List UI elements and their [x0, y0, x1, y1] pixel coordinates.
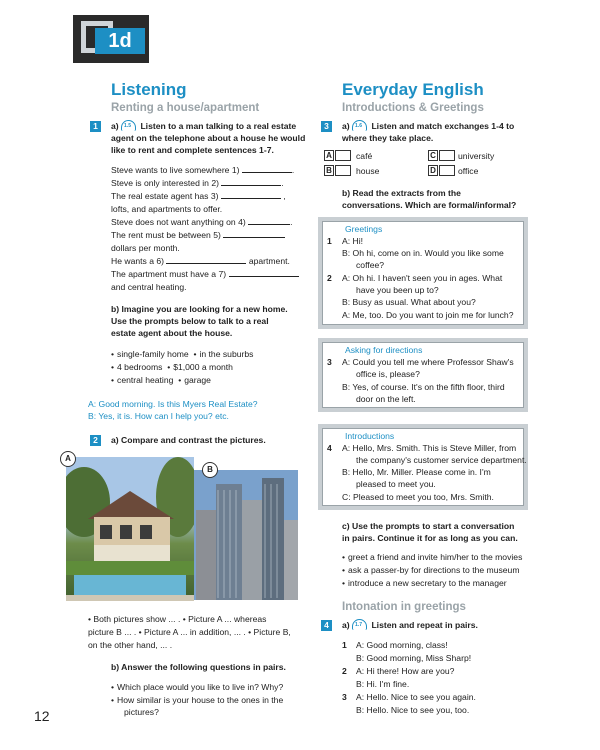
- place-letter-d: D: [428, 165, 438, 176]
- intonation-title: Intonation in greetings: [342, 601, 466, 613]
- introductions-panel: [318, 424, 528, 510]
- ex1-sentence-3b: lofts, and apartments to offer.: [111, 204, 223, 214]
- exercise-1-number: 1: [90, 121, 101, 132]
- picture-a-label: A: [60, 451, 76, 467]
- skyline-illustration: [194, 470, 298, 600]
- greeting-line: A: Me, too. Do you want to join me for lunch?: [342, 310, 514, 320]
- introduction-line: B: Hello, Mr. Miller. Please come in. I'm: [342, 467, 491, 477]
- exercise-4-number: 4: [321, 620, 332, 631]
- unit-label: 1d: [95, 28, 145, 54]
- c-prompt-2: • ask a passer-by for directions to the museum: [342, 564, 520, 576]
- introduction-line: pleased to meet you.: [356, 479, 436, 489]
- ex4-line: B: Hi. I'm fine.: [356, 679, 410, 689]
- place-name-c: university: [458, 151, 495, 161]
- prompt-row-2: • 4 bedrooms • $1,000 a month: [111, 361, 233, 373]
- ex1-sentence-5: The rent must be between 5): [111, 229, 285, 241]
- ex1-instruction-line2: agent on the telephone about a house he would: [111, 133, 306, 143]
- direction-line: A: Could you tell me where Professor Shaw's: [342, 357, 514, 367]
- ex4-line: A: Hi there! How are you?: [356, 666, 455, 676]
- greeting-line: B: Busy as usual. What about you?: [342, 297, 476, 307]
- place-letter-c: C: [428, 150, 438, 161]
- c-prompt-3: • introduce a new secretary to the manager: [342, 577, 507, 589]
- introduction-line: the company's customer service department.: [356, 455, 527, 465]
- greeting-line: A: Hi!: [342, 236, 364, 246]
- introduction-line: C: Pleased to meet you too, Mrs. Smith.: [342, 492, 494, 502]
- picture-b-city-skyline: [194, 465, 298, 600]
- answer-box-a[interactable]: [335, 150, 351, 161]
- ex4-line: B: Hello. Nice to see you, too.: [356, 705, 470, 715]
- ex1-instruction-line1: Listen to a man talking to a real estate: [140, 121, 297, 131]
- ex1-sentence-4: Steve does not want anything on 4) .: [111, 217, 293, 227]
- ex1-b-instruction-3: estate agent about the house.: [111, 328, 233, 338]
- greeting-line: B: Oh hi, come on in. Would you like some: [342, 248, 504, 258]
- directions-panel: [318, 338, 528, 412]
- everyday-english-subtitle: Introductions & Greetings: [342, 102, 484, 114]
- place-letter-a: A: [324, 150, 334, 161]
- ex1-a-label: a): [111, 121, 119, 131]
- ex2-b-instruction: b) Answer the following questions in pairs.: [111, 662, 286, 672]
- ex4-line-num: 3: [342, 692, 347, 702]
- ex1-sentence-7: The apartment must have a 7): [111, 268, 299, 280]
- introduction-line: 4: [327, 443, 332, 453]
- ex1-sentence-2: Steve is only interested in 2) .: [111, 178, 284, 188]
- directions-title: Asking for directions: [345, 345, 423, 355]
- place-name-a: café: [356, 151, 373, 161]
- introductions-title: Introductions: [345, 431, 395, 441]
- ex3-b-instruction-2: conversations. Which are formal/informal?: [342, 200, 517, 210]
- ex1-instruction: [111, 120, 296, 132]
- page-number: 12: [34, 708, 50, 724]
- ex1-instruction-line3: like to rent and complete sentences 1-7.: [111, 145, 274, 155]
- cd-icon: 1.6: [352, 120, 367, 131]
- picture-a-suburban-house: [65, 454, 194, 601]
- greetings-title: Greetings: [345, 224, 383, 234]
- ex4-line-num: 2: [342, 666, 347, 676]
- greeting-line: 2: [327, 273, 332, 283]
- answer-box-b[interactable]: [335, 165, 351, 176]
- direction-line: office is, please?: [356, 369, 420, 379]
- prompt-row-3: • central heating • garage: [111, 374, 211, 386]
- place-letter-b: B: [324, 165, 334, 176]
- ex3-instruction-line2: where they take place.: [342, 133, 434, 143]
- greeting-line: have you been up to?: [356, 285, 439, 295]
- c-prompt-1: • greet a friend and invite him/her to the movies: [342, 551, 522, 563]
- direction-line: B: Yes, of course. It's on the fifth floor, third: [342, 382, 505, 392]
- listening-subtitle: Renting a house/apartment: [111, 102, 260, 114]
- ex1-b-instruction-2: Use the prompts below to talk to a real: [111, 316, 269, 326]
- ex1-b-instruction-1: b) Imagine you are looking for a new home.: [111, 304, 288, 314]
- exercise-2-number: 2: [90, 435, 101, 446]
- compare-prompt-1: • Both pictures show ... . • Picture A ... whereas: [88, 614, 267, 624]
- ex4-a-label: a): [342, 620, 350, 630]
- ex1-sentence-6: He wants a 6) apartment.: [111, 256, 290, 266]
- ex3-instruction-line1: Listen and match exchanges 1-4 to: [371, 121, 515, 131]
- exercise-3-number: 3: [321, 121, 332, 132]
- direction-line: door on the left.: [356, 394, 416, 404]
- house-illustration: [66, 457, 194, 601]
- place-name-b: house: [356, 166, 380, 176]
- ex4-line: A: Hello. Nice to see you again.: [356, 692, 476, 702]
- answer-box-d[interactable]: [439, 165, 455, 176]
- answer-box-c[interactable]: [439, 150, 455, 161]
- model-line-a: A: Good morning. Is this Myers Real Estate?: [88, 399, 258, 409]
- place-name-d: office: [458, 166, 479, 176]
- everyday-english-title: Everyday English: [342, 80, 484, 99]
- question-2-cont: pictures?: [124, 707, 159, 717]
- ex3-a-label: a): [342, 121, 350, 131]
- greeting-line: coffee?: [356, 260, 385, 270]
- ex1-sentence-3: The real estate agent has 3) ,: [111, 191, 286, 201]
- ex4-line-num: 1: [342, 640, 347, 650]
- greeting-line: A: Oh hi. I haven't seen you in ages. What: [342, 273, 503, 283]
- question-1: • Which place would you like to live in? Why?: [111, 681, 283, 693]
- ex3-b-instruction-1: b) Read the extracts from the: [342, 188, 461, 198]
- greetings-panel: [318, 217, 528, 329]
- compare-prompt-3: on the other hand, ... .: [88, 640, 173, 650]
- ex1-sentence-7b: and central heating.: [111, 282, 187, 292]
- compare-prompt-2: picture B ... . • Picture A ... in addition, ... . • Picture B,: [88, 627, 291, 637]
- ex2-a-instruction: a) Compare and contrast the pictures.: [111, 435, 266, 445]
- ex4-instruction: [342, 619, 478, 631]
- cd-icon: 1.5: [121, 120, 136, 131]
- greeting-line: 1: [327, 236, 332, 246]
- question-2: • How similar is your house to the ones in the: [111, 694, 283, 706]
- ex4-line: A: Good morning, class!: [356, 640, 448, 650]
- ex3-c-instruction-1: c) Use the prompts to start a conversation: [342, 521, 515, 531]
- ex4-instruction-text: Listen and repeat in pairs.: [371, 620, 478, 630]
- unit-badge: [73, 15, 149, 63]
- introduction-line: A: Hello, Mrs. Smith. This is Steve Miller, from: [342, 443, 517, 453]
- listening-title: Listening: [111, 80, 187, 99]
- ex3-instruction: [342, 120, 514, 132]
- ex4-line: B: Good morning, Miss Sharp!: [356, 653, 472, 663]
- model-line-b: B: Yes, it is. How can I help you? etc.: [88, 411, 229, 421]
- direction-line: 3: [327, 357, 332, 367]
- ex1-sentence-5b: dollars per month.: [111, 243, 180, 253]
- ex1-sentence-1: Steve wants to live somewhere 1) .: [111, 165, 295, 175]
- picture-b-label: B: [202, 462, 218, 478]
- prompt-row-1: • single-family home • in the suburbs: [111, 348, 253, 360]
- cd-icon: 1.7: [352, 619, 367, 630]
- ex3-c-instruction-2: in pairs. Continue it for as long as you can.: [342, 533, 518, 543]
